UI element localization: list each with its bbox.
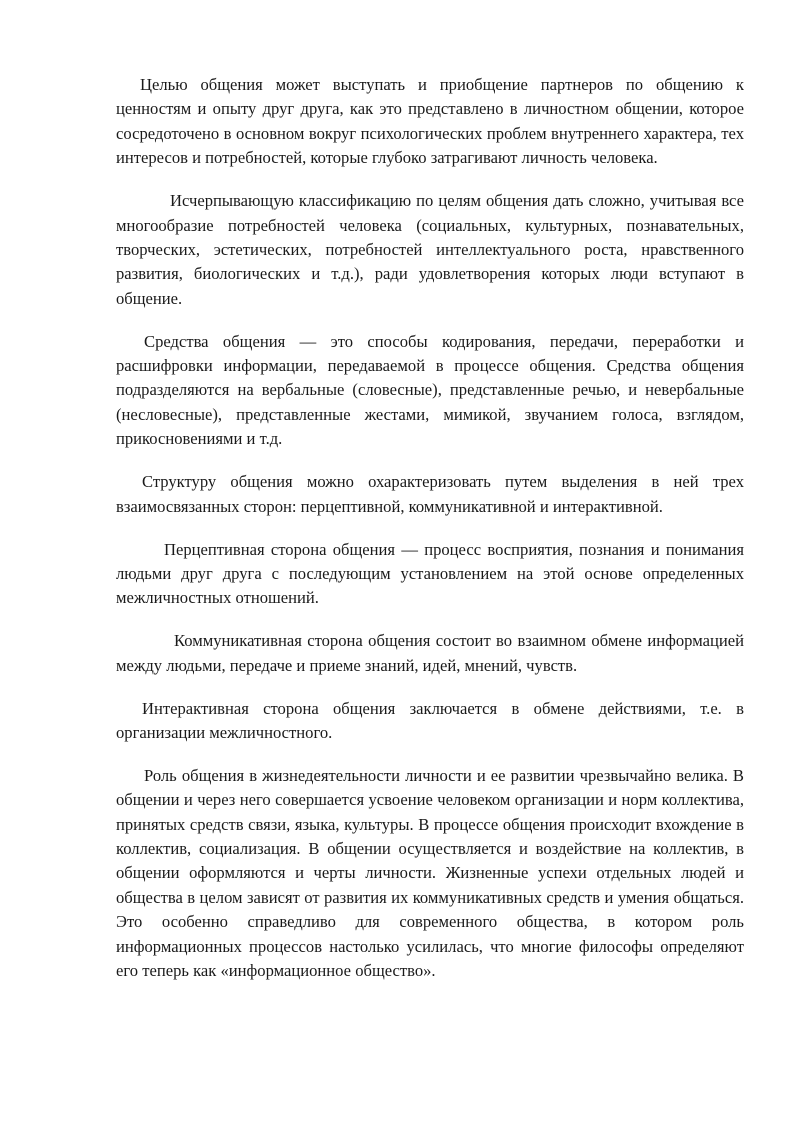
paragraph-means-of-communication: Средства общения — это способы кодирования, передачи, переработки и расшифровки информации, передаваемой в процессе общения. Средства общения подразделяются на вербальные (словесные), представленные речью, и невербальные (несловесные), представленные жестами, мимикой, звучанием голоса, взглядом, прикосновениями и т.д. (116, 331, 744, 449)
paragraph-role-of-communication: Роль общения в жизнедеятельности личности и ее развитии чрезвычайно велика. В общении и через него совершается усвоение человеком организации и норм коллектива, принятых средств связи, языка, культуры. В процессе общения происходит вхождение в коллектив, социализация. В общении осуществляется и воздействие на коллектив, в общении оформляются и черты личности. Жизненные успехи отдельных людей и общества в целом зависят от развития их коммуникативных средств и умения общаться. Это особенно справедливо для современного общества, в котором роль информационных процессов настолько усилилась, что многие философы определяют его теперь как «информационное общество». (116, 765, 744, 981)
paragraph-communication-goal: Целью общения может выступать и приобщение партнеров по общению к ценностям и опыту друг друга, как это представлено в личностном общении, которое сосредоточено в основном вокруг психологических проблем внутреннего характера, тех интересов и потребностей, которые глубоко затрагивают личность человека. (116, 75, 744, 168)
paragraph-classification: Исчерпывающую классификацию по целям общения дать сложно, учитывая все многообразие потребностей человека (социальных, культурных, познавательных, творческих, эстетических, потребностей интеллектуального роста, нравственного развития, биологических и т.д.), ради удовлетворения которых люди вступают в общение. (116, 191, 744, 308)
paragraph-structure: Структуру общения можно охарактеризовать путем выделения в ней трех взаимосвязанных сторон: перцептивной, коммуникативной и интерактивной. (116, 472, 744, 516)
paragraph-interactive-side: Интерактивная сторона общения заключается в обмене действиями, т.е. в организации межличностного. (116, 698, 744, 742)
paragraph-perceptive-side: Перцептивная сторона общения — процесс восприятия, познания и понимания людьми друг друга с последующим установлением на этой основе определенных межличностных отношений. (116, 539, 744, 608)
paragraph-communicative-side: Коммуникативная сторона общения состоит во взаимном обмене информацией между людьми, передаче и приеме знаний, идей, мнений, чувств. (116, 631, 744, 675)
